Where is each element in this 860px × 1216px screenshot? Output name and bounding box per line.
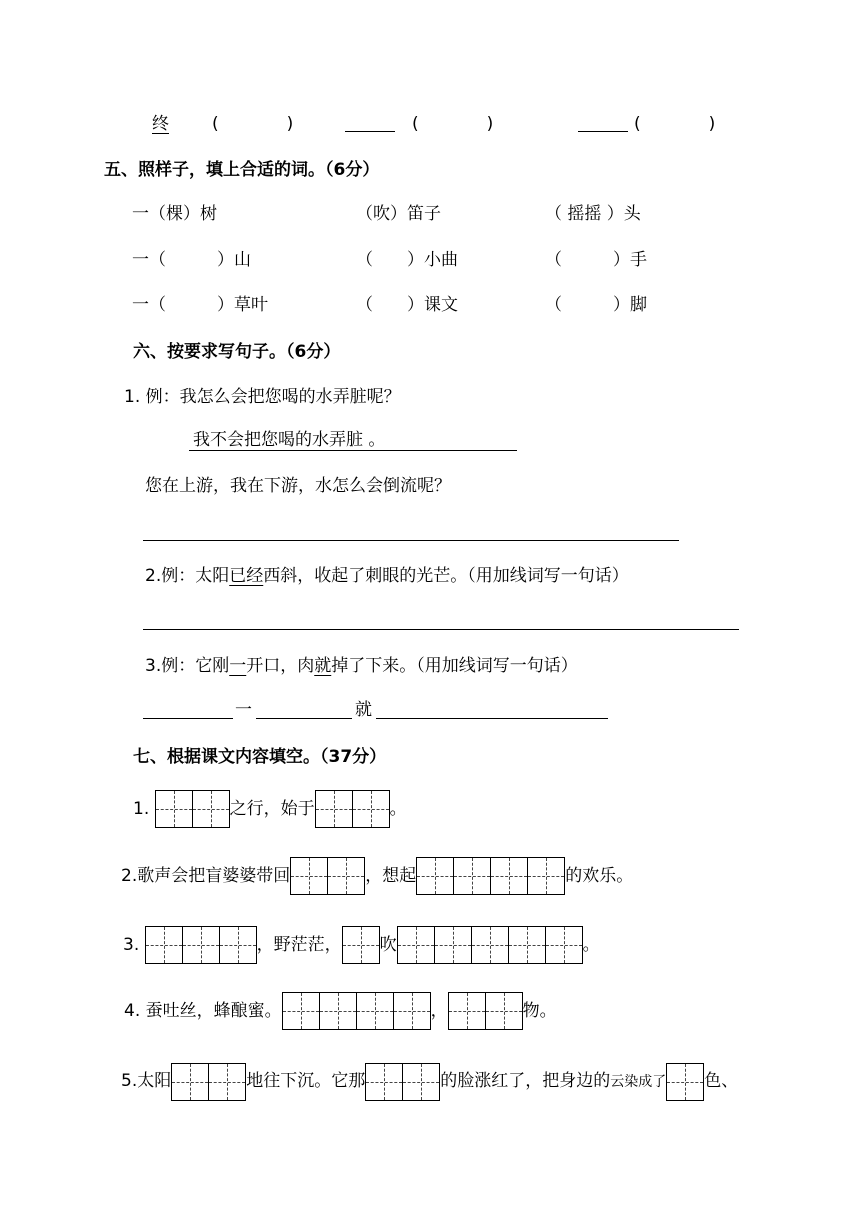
s6-ex3-blank-3[interactable] <box>376 718 608 719</box>
s7-item2-c: 的欢乐。 <box>565 866 634 886</box>
q4-paren-2: ( ) <box>412 114 494 134</box>
s7-item4-c: 物。 <box>522 1001 557 1021</box>
s7-item1-num: 1. <box>133 799 150 819</box>
s6-ex3-post: 掉了下来。（用加线词写一句话） <box>331 656 578 676</box>
tianzige-cell[interactable] <box>490 857 528 895</box>
s6-ex2-pre: 2.例：太阳 <box>145 566 230 586</box>
q4-paren-3: ( ) <box>634 114 716 134</box>
tianzige-3[interactable] <box>145 926 257 964</box>
s7-item2-a: 2.歌声会把盲婆婆带回 <box>121 866 291 886</box>
tianzige-cell[interactable] <box>434 926 472 964</box>
s6-ex3-mark1: 一 <box>229 656 247 676</box>
q4-blank-1[interactable] <box>345 131 395 132</box>
tianzige-cell[interactable] <box>365 1063 403 1101</box>
tianzige-cell[interactable] <box>666 1063 704 1101</box>
tianzige-cell[interactable] <box>545 926 583 964</box>
s5-r3-c3[interactable]: （ ）脚 <box>545 295 647 315</box>
tianzige-cell[interactable] <box>393 992 431 1030</box>
tianzige-2[interactable] <box>155 790 230 828</box>
s6-ex3-mid: 开口，肉 <box>246 656 315 676</box>
s5-r2-c2[interactable]: （ ）小曲 <box>356 250 458 270</box>
tianzige-5[interactable] <box>397 926 583 964</box>
s5-r3-c1[interactable]: 一（ ）草叶 <box>132 295 268 315</box>
tianzige-cell[interactable] <box>192 790 230 828</box>
section5-heading: 五、照样子，填上合适的词。（6分） <box>104 160 380 180</box>
tianzige-cell[interactable] <box>402 1063 440 1101</box>
q4-blank-2[interactable] <box>578 131 628 132</box>
s6-ex2 <box>145 564 629 588</box>
s7-item1-text: 之行，始于 <box>229 799 315 819</box>
tianzige-cell[interactable] <box>145 926 183 964</box>
tianzige-cell[interactable] <box>155 790 193 828</box>
s7-item4-a: 4. 蚕吐丝，蜂酿蜜。 <box>124 1001 282 1021</box>
s7-item3-num: 3. <box>123 935 140 955</box>
s7-item5-b: 地往下沉。它那 <box>246 1071 366 1091</box>
s7-item3-b: 吹 <box>379 935 397 955</box>
s7-item3-a: ，野茫茫， <box>256 935 342 955</box>
s5-r1-c2: （吹）笛子 <box>356 204 441 224</box>
tianzige-cell[interactable] <box>342 926 380 964</box>
tianzige-cell[interactable] <box>527 857 565 895</box>
tianzige-cell[interactable] <box>416 857 454 895</box>
s6-ex1-task: 您在上游，我在下游，水怎么会倒流呢？ <box>145 476 451 496</box>
s6-ex1-answer: 我不会把您喝的水弄脏 。 <box>193 430 386 450</box>
tianzige-cell[interactable] <box>397 926 435 964</box>
s6-ex3-blank-2[interactable] <box>256 718 352 719</box>
s7-item5 <box>121 1062 738 1101</box>
s7-item2 <box>121 857 633 895</box>
s7-item4-b: ， <box>430 1001 448 1021</box>
s7-item3 <box>123 926 600 964</box>
tianzige-cell[interactable] <box>282 992 320 1030</box>
tianzige-cell[interactable] <box>219 926 257 964</box>
s7-item1-end: 。 <box>389 799 407 819</box>
s5-r1-c1: 一（棵）树 <box>132 204 217 224</box>
s6-ex3-mark2: 就 <box>314 656 332 676</box>
tianzige-4[interactable] <box>416 857 565 895</box>
s6-ex2-post: 西斜，收起了刺眼的光芒。（用加线词写一句话） <box>263 566 629 586</box>
s6-ex1-label: 1. 例：我怎么会把您喝的水弄脏呢？ <box>124 387 401 407</box>
s6-ex1-blank[interactable] <box>143 540 679 541</box>
tianzige-cell[interactable] <box>290 857 328 895</box>
s6-ex3-pre: 3.例：它刚 <box>145 656 230 676</box>
s6-ex3-yi: 一 <box>235 700 252 720</box>
tianzige-cell[interactable] <box>315 790 353 828</box>
tianzige-cell[interactable] <box>352 790 390 828</box>
tianzige-cell[interactable] <box>182 926 220 964</box>
tianzige-2[interactable] <box>315 790 390 828</box>
s6-ex3-blank-1[interactable] <box>143 718 233 719</box>
tianzige-1[interactable] <box>666 1063 704 1101</box>
s6-ex3-jiu: 就 <box>355 700 372 720</box>
s7-item1 <box>133 790 407 828</box>
tianzige-1[interactable] <box>342 926 380 964</box>
tianzige-cell[interactable] <box>471 926 509 964</box>
given-word: 终 <box>152 114 169 134</box>
s7-item3-end: 。 <box>582 935 600 955</box>
s6-ex2-blank[interactable] <box>143 629 739 630</box>
s5-r3-c2[interactable]: （ ）课文 <box>356 295 458 315</box>
tianzige-cell[interactable] <box>319 992 357 1030</box>
tianzige-2[interactable] <box>290 857 365 895</box>
q4-paren-1: ( ) <box>212 114 294 134</box>
tianzige-2[interactable] <box>365 1063 440 1101</box>
tianzige-cell[interactable] <box>485 992 523 1030</box>
tianzige-cell[interactable] <box>448 992 486 1030</box>
tianzige-2[interactable] <box>448 992 523 1030</box>
tianzige-2[interactable] <box>171 1063 246 1101</box>
tianzige-cell[interactable] <box>453 857 491 895</box>
s6-ex2-mark: 已经 <box>229 566 264 586</box>
s5-r2-c1[interactable]: 一（ ）山 <box>132 250 251 270</box>
s7-item5-c: 的脸涨红了，把身边的 <box>440 1071 611 1091</box>
s7-item4 <box>124 992 557 1030</box>
q4-row <box>152 112 169 136</box>
tianzige-4[interactable] <box>282 992 431 1030</box>
s7-item5-d: 色、 <box>704 1071 739 1091</box>
s7-item5-a: 5.太阳 <box>121 1071 172 1091</box>
tianzige-cell[interactable] <box>208 1063 246 1101</box>
s6-ex1-answer-line <box>189 450 517 451</box>
tianzige-cell[interactable] <box>327 857 365 895</box>
tianzige-cell[interactable] <box>508 926 546 964</box>
s6-ex3 <box>145 654 578 678</box>
tianzige-cell[interactable] <box>171 1063 209 1101</box>
s7-item5-small: 云染成了 <box>610 1074 667 1090</box>
s5-r2-c3[interactable]: （ ）手 <box>545 250 647 270</box>
tianzige-cell[interactable] <box>356 992 394 1030</box>
section6-heading: 六、按要求写句子。（6分） <box>133 342 341 362</box>
s5-r1-c3: （ 摇摇 ）头 <box>545 204 641 224</box>
section7-heading: 七、根据课文内容填空。（37分） <box>133 747 387 767</box>
s7-item2-b: ，想起 <box>365 866 417 886</box>
